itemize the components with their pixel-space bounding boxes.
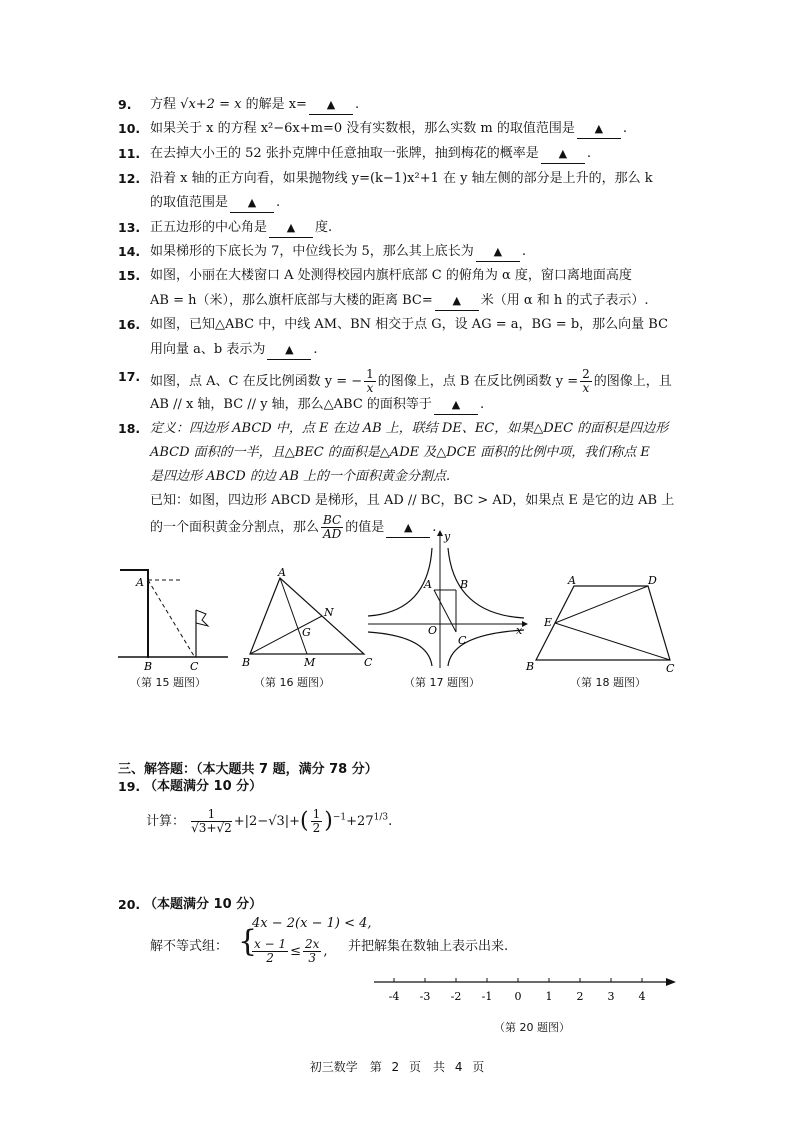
label-C: C <box>364 656 373 669</box>
answer-blank[interactable]: ▲ <box>434 396 478 415</box>
label-x: x <box>516 624 523 637</box>
fraction: $\frac{1}{x}$ <box>366 367 374 395</box>
label-N: N <box>324 606 334 619</box>
question-number: 15. <box>118 268 141 283</box>
question-number: 16. <box>118 317 141 332</box>
question-text: 如果梯形的下底长为 7，中位线长为 5，那么其上底长为 ▲ . <box>150 243 526 262</box>
question-19-expression: 计算： $\frac{1}{√3+√2}$ +|2−√3|+( $\frac{1}{2}$ )$^{-1}+27^{1/3}$. <box>146 807 393 835</box>
fraction-bc-ad: $\frac{BC}{AD}$ <box>322 513 342 541</box>
question-text: 如图，已知△ABC 中，中线 AM、BN 相交于点 G，设 AG = a，BG = b，那么向量 BC <box>150 317 669 332</box>
label-B: B <box>526 660 535 673</box>
number-line <box>370 972 680 1008</box>
question-20-label: 解不等式组： <box>150 939 229 954</box>
label-y: y <box>444 530 451 543</box>
number-line-tick-label: -3 <box>419 990 431 1003</box>
inequality-2: $\frac{x - 1}{2}$ ≤ $\frac{2x}{3}$ , <box>254 937 328 965</box>
answer-blank[interactable]: ▲ <box>309 96 353 115</box>
label-A: A <box>568 574 576 587</box>
label-B: B <box>460 578 469 591</box>
y-arrow-icon <box>437 530 443 536</box>
question-20-instruction: 并把解集在数轴上表示出来. <box>348 939 509 954</box>
answer-blank[interactable]: ▲ <box>267 341 311 360</box>
number-line-tick-label: 3 <box>607 990 615 1003</box>
question-text: 沿着 x 轴的正方向看，如果抛物线 y=(k−1)x²+1 在 y 轴左侧的部分是上升的，那么 k <box>150 171 653 186</box>
answer-blank[interactable]: ▲ <box>476 243 520 262</box>
caption-20: （第 20 题图） <box>494 1021 570 1034</box>
label-A: A <box>424 578 432 591</box>
median-bn <box>250 616 322 654</box>
question-text: 如图，小丽在大楼窗口 A 处测得校园内旗杆底部 C 的俯角为 α 度，窗口离地面高度 <box>150 268 632 283</box>
answer-blank[interactable]: ▲ <box>577 120 621 139</box>
fraction: $\frac{1}{√3+√2}$ <box>191 807 232 835</box>
question-number: 14. <box>118 244 141 259</box>
curve-neg-q2 <box>368 548 432 616</box>
section-3-title: 三、解答题：（本大题共 7 题，满分 78 分） <box>118 762 378 777</box>
label-M: M <box>304 656 316 669</box>
triangle-abc <box>250 578 364 654</box>
label-E: E <box>544 616 553 629</box>
answer-blank[interactable]: ▲ <box>269 219 313 238</box>
question-text: 方程 √x+2 = x 的解是 x= ▲ . <box>150 96 359 115</box>
sight-line-dashed <box>148 580 194 656</box>
label-C: C <box>458 634 467 647</box>
question-text: 如图，点 A、C 在反比例函数 y = − $\frac{1}{x}$ 的图像上，点 B 在反比例函数 y = $\frac{2}{x}$ 的图像上，且 <box>150 367 672 395</box>
radical-equation: √x+2 = x <box>180 97 242 112</box>
figure-18 <box>524 574 684 674</box>
definition-text: 定义：四边形 ABCD 中，点 E 在边 AB 上，联结 DE、EC，如果△DEC 的面积是四边形 <box>150 421 669 436</box>
question-number: 10. <box>118 121 141 136</box>
label-B: B <box>144 660 153 672</box>
label-O: O <box>428 624 438 637</box>
answer-blank[interactable]: ▲ <box>541 145 585 164</box>
caption-15: （第 15 题图） <box>130 676 206 689</box>
number-line-tick-label: 2 <box>576 990 584 1003</box>
flag-icon <box>196 610 208 626</box>
question-number: 18. <box>118 421 141 436</box>
number-line-tick-label: 0 <box>514 990 522 1003</box>
figure-16 <box>240 566 380 670</box>
caption-17: （第 17 题图） <box>404 676 480 689</box>
question-number: 17. <box>118 369 141 384</box>
number-line-tick-label: -2 <box>450 990 462 1003</box>
system-brace: { <box>238 924 258 959</box>
question-number: 19. <box>118 779 141 794</box>
number-line-arrow-icon <box>666 978 676 986</box>
number-line-tick-label: 1 <box>545 990 553 1003</box>
label-G: G <box>302 626 311 639</box>
question-number: 20. <box>118 897 141 912</box>
page-footer: 初三数学 第 2 页 共 4 页 <box>309 1060 485 1074</box>
inequality-1: 4x − 2(x − 1) < 4, <box>252 916 372 931</box>
fraction: $\frac{2}{x}$ <box>582 367 590 395</box>
median-am <box>280 578 307 654</box>
label-B: B <box>242 656 251 669</box>
curve-q3 <box>368 632 432 666</box>
question-number: 13. <box>118 220 141 235</box>
question-number: 9. <box>118 97 132 112</box>
number-line-tick-label: -1 <box>481 990 493 1003</box>
question-text: 在去掉大小王的 52 张扑克牌中任意抽取一张牌，抽到梅花的概率是 ▲ . <box>150 145 591 164</box>
caption-16: （第 16 题图） <box>254 676 330 689</box>
fraction-half: $\frac{1}{2}$ <box>312 807 321 835</box>
question-text: 如果关于 x 的方程 x²−6x+m=0 没有实数根，那么实数 m 的取值范围是 ▲ . <box>150 120 627 139</box>
number-line-tick-label: -4 <box>388 990 400 1003</box>
question-number: 12. <box>118 171 141 186</box>
caption-18: （第 18 题图） <box>570 676 646 689</box>
exam-page: 9. 方程 √x+2 = x 的解是 x= ▲ . 10. 如果关于 x 的方程 x²−6x+m=0 没有实数根，那么实数 m 的取值范围是 ▲ . 11. 在去掉大小王的 52 张扑克牌中任意抽取一张牌，抽到梅花的概率是 ▲ . 12. 沿着 x 轴的正方向看，如果抛物线 y=(k−1)x²+1 在 y 轴左侧的部分是上升的，那么 k 的取值范围是 ▲ . 13. 正五边形的中心角是 ▲ 度. 14. 如果梯形的下底长为 7，中位线长为 5，那么其上底长为 ▲ . 15. 如图，小丽在大楼窗口 A 处测得校园内旗杆底部 C 的俯角为 α 度，窗口离地面高度 AB = h（米），那么旗杆底部与大楼的距离 BC= ▲ 米（用 α 和 h 的式子表示）. 16. 如图，已知△ABC 中，中线 AM、BN 相交于点 G，设 AG = a，BG = b，那么向量 BC 用向量 a、b 表示为 ▲ . 17. 如图，点 A、C 在反比例函数 y = − $\frac{1}{x}$ 的图像上，点 B 在反比例函数 y = $\frac{2}{x}$ 的图像上，且 AB // x 轴，BC // y 轴，那么△ABC 的面积等于 ▲ . 18. 定义：四边形 ABCD 中，点 E 在边 AB 上，联结 DE、EC，如果△DEC 的面积是四边形 ABCD 面积的一半，且△BEC 的面积是△ADE 及△DCE 面积的比例中项，我们称点 E 是四边形 ABCD 的边 AB 上的一个面积黄金分割点. 已知：如图，四边形 ABCD 是梯形，且 AD // BC，BC > AD，如果点 E 是它的边 AB 上 的一个面积黄金分割点，那么 $\frac{BC}{AD}$ 的值是 ▲ . A B C （第 15 题图） A B C M N G （第 16 题图） A B C O x y （第 17 题图） A D E B C （第 18 题图） 三、解答题：（本大题共 7 题，满分 78 分） 19. （本题满分 10 分） 计算： $\frac{1}{√3+√2}$ +|2−√3|+( $\frac{1}{2}$ )$^{-1}+27^{1/3}$. 20. （本题满分 10 分） 解不等式组： { 4x − 2(x − 1) < 4, $\frac{x - 1}{2}$ ≤ $\frac{2x}{3}$ , 并把解集在数轴上表示出来. -4 -3 -2 -1 0 1 2 3 4 （第 20 题图） 初三数学 第 2 页 共 4 页 <box>0 0 794 1122</box>
segment-ec <box>555 623 670 660</box>
figure-17 <box>364 528 530 670</box>
label-A: A <box>136 576 144 589</box>
figure-15 <box>118 560 228 672</box>
question-text: 正五边形的中心角是 ▲ 度. <box>150 219 332 238</box>
answer-blank[interactable]: ▲ <box>386 519 430 538</box>
answer-blank[interactable]: ▲ <box>230 194 274 213</box>
label-A: A <box>278 566 286 579</box>
label-C: C <box>190 660 199 672</box>
number-line-tick-label: 4 <box>638 990 646 1003</box>
segment-ac <box>434 590 456 632</box>
segment-de <box>555 586 648 623</box>
label-D: D <box>648 574 657 587</box>
question-number: 11. <box>118 146 141 161</box>
label-C: C <box>666 662 675 674</box>
answer-blank[interactable]: ▲ <box>435 292 479 311</box>
